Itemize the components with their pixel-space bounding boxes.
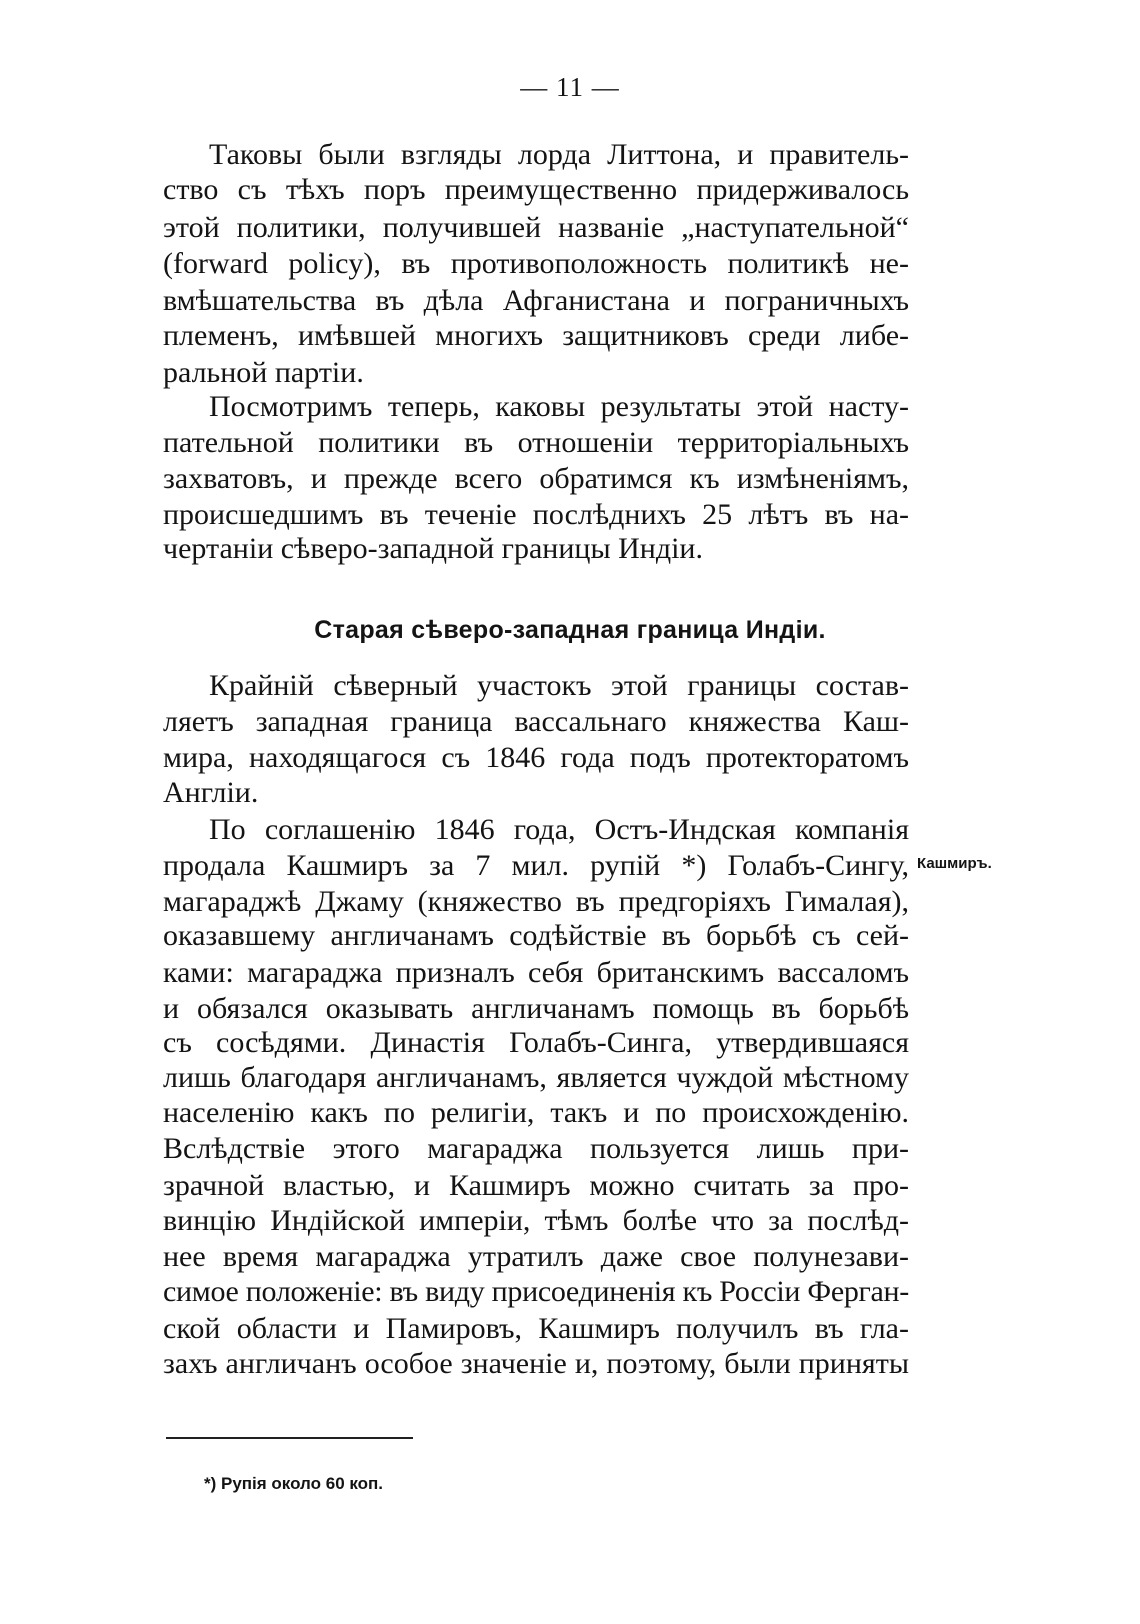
text-line: съ сосѣдями. Династія Голабъ-Синга, утвердившаяся <box>163 1026 909 1059</box>
text-line: симое положеніе: въ виду присоединенія къ Россіи Ферган- <box>163 1275 909 1308</box>
text-line: этой политики, получившей названіе „наступательной“ <box>163 211 909 244</box>
text-line: лишь благодаря англичанамъ, является чуждой мѣстному <box>163 1061 909 1094</box>
text-line: ками: магараджа призналъ себя британскимъ вассаломъ <box>163 956 909 989</box>
text-line: Таковы были взгляды лорда Литтона, и правитель- <box>209 138 909 171</box>
text-line: вмѣшательства въ дѣла Афганистана и пограничныхъ <box>163 284 909 317</box>
text-line: племенъ, имѣвшей многихъ защитниковъ среди либе- <box>163 319 909 352</box>
text-line: населенію какъ по религіи, такъ и по происхожденію. <box>163 1096 909 1129</box>
text-line: ральной партіи. <box>163 356 364 389</box>
text-line: Посмотримъ теперь, каковы результаты этой насту- <box>209 390 909 423</box>
text-line: нее время магараджа утратилъ даже свое полунезави- <box>163 1240 909 1273</box>
text-line: винцію Индійской имперіи, тѣмъ болѣе что за послѣд- <box>163 1204 909 1237</box>
text-line: и обязался оказывать англичанамъ помощь въ борьбѣ <box>163 992 909 1025</box>
page-number: — 11 — <box>520 72 620 102</box>
footnote-rule <box>166 1437 413 1439</box>
text-line: ство съ тѣхъ поръ преимущественно придерживалось <box>163 173 909 206</box>
text-line: ской области и Памировъ, Кашмиръ получилъ въ гла- <box>163 1312 909 1345</box>
text-line: Крайній сѣверный участокъ этой границы состав- <box>209 669 909 702</box>
text-line: продала Кашмиръ за 7 мил. рупій *) Голабъ-Сингу, <box>163 849 909 882</box>
margin-note: Кашмиръ. <box>917 855 992 872</box>
text-line: ляетъ западная граница вассальнаго княжества Каш- <box>163 705 909 738</box>
text-line: мира, находящагося съ 1846 года подъ протекторатомъ <box>163 741 909 774</box>
text-line: Англіи. <box>163 776 259 809</box>
text-line: чертаніи сѣверо-западной границы Индіи. <box>163 532 703 565</box>
text-line: По соглашенію 1846 года, Остъ-Индская компанія <box>209 813 909 846</box>
footnote: *) Рупія около 60 коп. <box>204 1474 384 1493</box>
text-line: (forward policy), въ противоположность политикѣ не- <box>163 247 909 280</box>
text-line: захъ англичанъ особое значеніе и, поэтому, были приняты <box>163 1347 909 1380</box>
section-heading: Старая сѣверо-западная граница Индіи. <box>314 616 826 644</box>
text-line: магараджѣ Джаму (княжество въ предгоріяхъ Гималая), <box>163 885 909 918</box>
text-line: пательной политики въ отношеніи территоріальныхъ <box>163 426 909 459</box>
text-line: оказавшему англичанамъ содѣйствіе въ борьбѣ съ сей- <box>163 919 909 952</box>
text-line: захватовъ, и прежде всего обратимся къ измѣненіямъ, <box>163 462 909 495</box>
text-line: зрачной властью, и Кашмиръ можно считать за про- <box>163 1169 909 1202</box>
text-line: происшедшимъ въ теченіе послѣднихъ 25 лѣтъ въ на- <box>163 498 909 531</box>
text-line: Вслѣдствіе этого магараджа пользуется лишь при- <box>163 1132 909 1165</box>
